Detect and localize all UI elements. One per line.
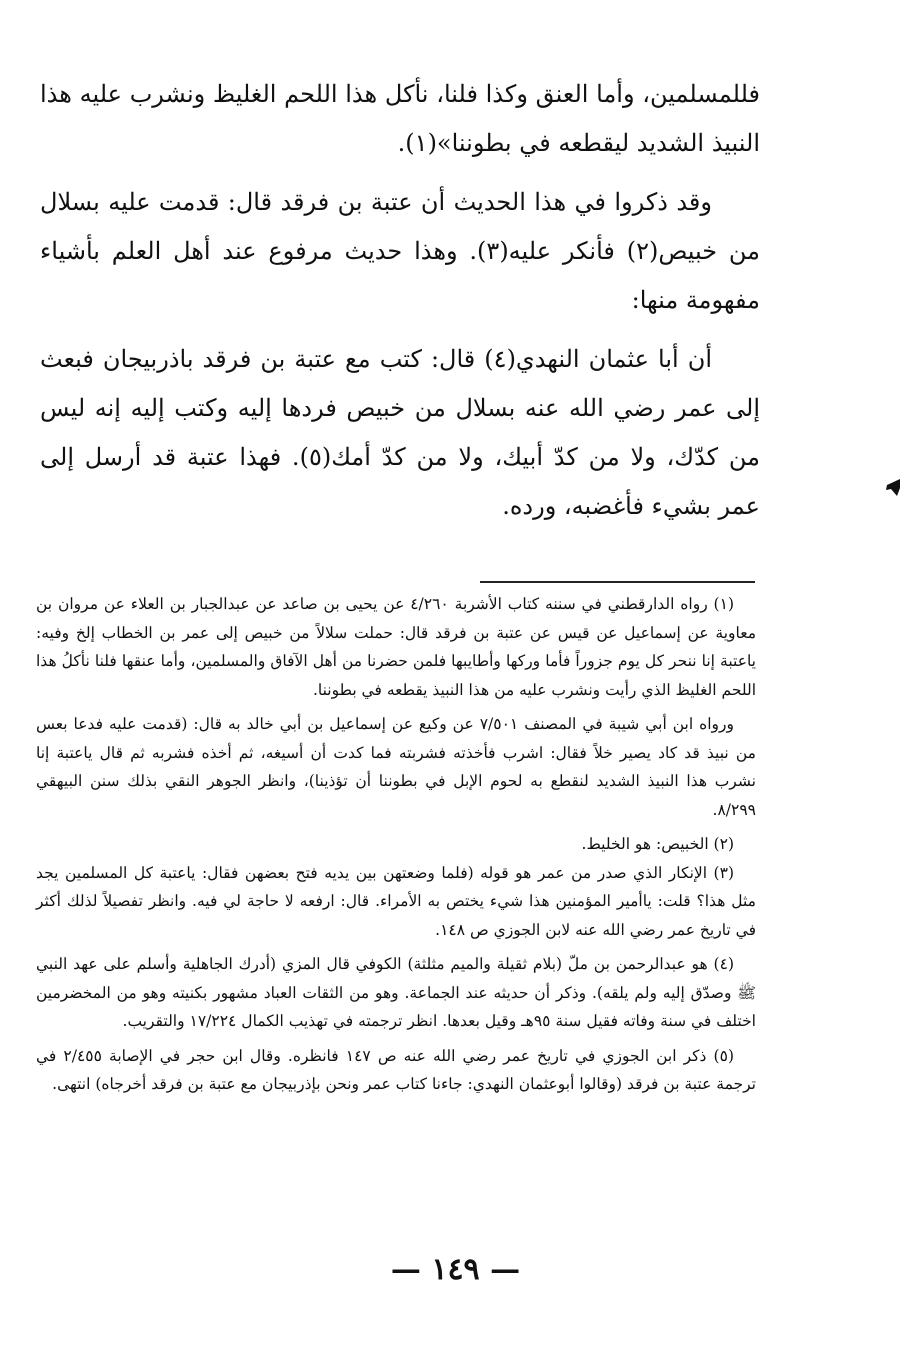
paragraph-1: فللمسلمين، وأما العنق وكذا فلنا، نأكل هذا اللحم الغليظ ونشرب عليه هذا النبيذ الشديد ليقطعه في بطوننا»(١). — [40, 80, 760, 157]
page-number: — ١٤٩ — — [390, 1252, 521, 1287]
paragraph-2: وقد ذكروا في هذا الحديث أن عتبة بن فرقد قال: قدمت عليه بسلال من خبيص(٢) فأنكر عليه(٣). وهذا حديث مرفوع عند أهل العلم بأشياء مفهومة منها: — [40, 188, 761, 314]
footnote-5: (٥) ذكر ابن الجوزي في تاريخ عمر رضي الله عنه ص ١٤٧ فانظره. وقال ابن حجر في الإصابة ٢/٤٥٥ في ترجمة عتبة بن فرقد (وقالوا أبوعثمان النهدي: جاءنا كتاب عمر ونحن بإذربيجان مع عتبة بن فرقد أخرجاه) انتهى. — [36, 1046, 756, 1093]
main-text — [40, 70, 760, 531]
footnotes — [36, 590, 756, 1099]
footnote-1-continued: ورواه ابن أبي شيبة في المصنف ٧/٥٠١ عن وكيع عن إسماعيل بن أبي خالد به قال: (قدمت عليه فدعا بعس من نبيذ قد كاد يصير خلاً فقال: اشرب فأخذته فشربته فما كدت أن أسيغه، ثم أخذه فشربه ثم قال ياعتبة إنا نشرب هذا النبيذ الشديد لنقطع به لحوم الإبل في بطوننا أن تؤذينا)، وانظر الجوهر النقي بذلك سنن البيهقي ٨/٢٩٩. — [36, 715, 756, 819]
paragraph-3: أن أبا عثمان النهدي(٤) قال: كتب مع عتبة بن فرقد باذربيجان فبعث إلى عمر رضي الله عنه بسلال من خبيص فردها إليه وكتب إليه إنه ليس من كدّك، ولا من كدّ أبيك، ولا من كدّ أمك(٥). فهذا عتبة قد أرسل إلى عمر بشيء فأغضبه، ورده. — [40, 345, 760, 520]
arrow-marker-icon — [884, 476, 902, 500]
footnote-separator — [480, 581, 755, 583]
footnote-4: (٤) هو عبدالرحمن بن ملّ (بلام ثقيلة والميم مثلثة) الكوفي قال المزي (أدرك الجاهلية وأسلم على عهد النبي ﷺ وصدّق إليه ولم يلقه). وذكر أن حديثه عند الجماعة. وهو من الثقات العباد مشهور بكنيته وهو من المخضرمين اختلف في سنة وفاته فقيل سنة ٩٥هـ وقيل بعدها. انظر ترجمته في تهذيب الكمال ١٧/٢٢٤ والتقريب. — [36, 955, 756, 1030]
footnote-1: (١) رواه الدارقطني في سننه كتاب الأشربة ٤/٢٦٠ عن يحيى بن صاعد عن عبدالجبار بن العلاء عن مروان بن معاوية عن إسماعيل عن قيس عن عتبة بن فرقد قال: حملت سلالاً من خبيص إلى عمر بن الخطاب إلخ وفيه: ياعتبة إنا ننحر كل يوم جزوراً فأما وركها وأطايبها فلمن حضرنا من أهل الآفاق والمسلمين، وأما عنقها فلنا نأكلُ هذا اللحم الغليظ الذي رأيت ونشرب عليه من هذا النبيذ يقطعه في بطوننا. — [36, 595, 756, 699]
footnote-3: (٣) الإنكار الذي صدر من عمر هو قوله (فلما وضعتهن بين يديه فتح بعضهن فقال: ياعتبة كل المسلمين يجد مثل هذا؟ قلت: ياأمير المؤمنين هذا شيء يختص به الأمراء. قال: ارفعه لا حاجة لي فيه. وانظر تفصيلاً لذلك أكثر في تاريخ عمر رضي الله عنه لابن الجوزي ص ١٤٨. — [36, 863, 756, 939]
footnote-2: (٢) الخبيص: هو الخليط. — [581, 835, 734, 853]
